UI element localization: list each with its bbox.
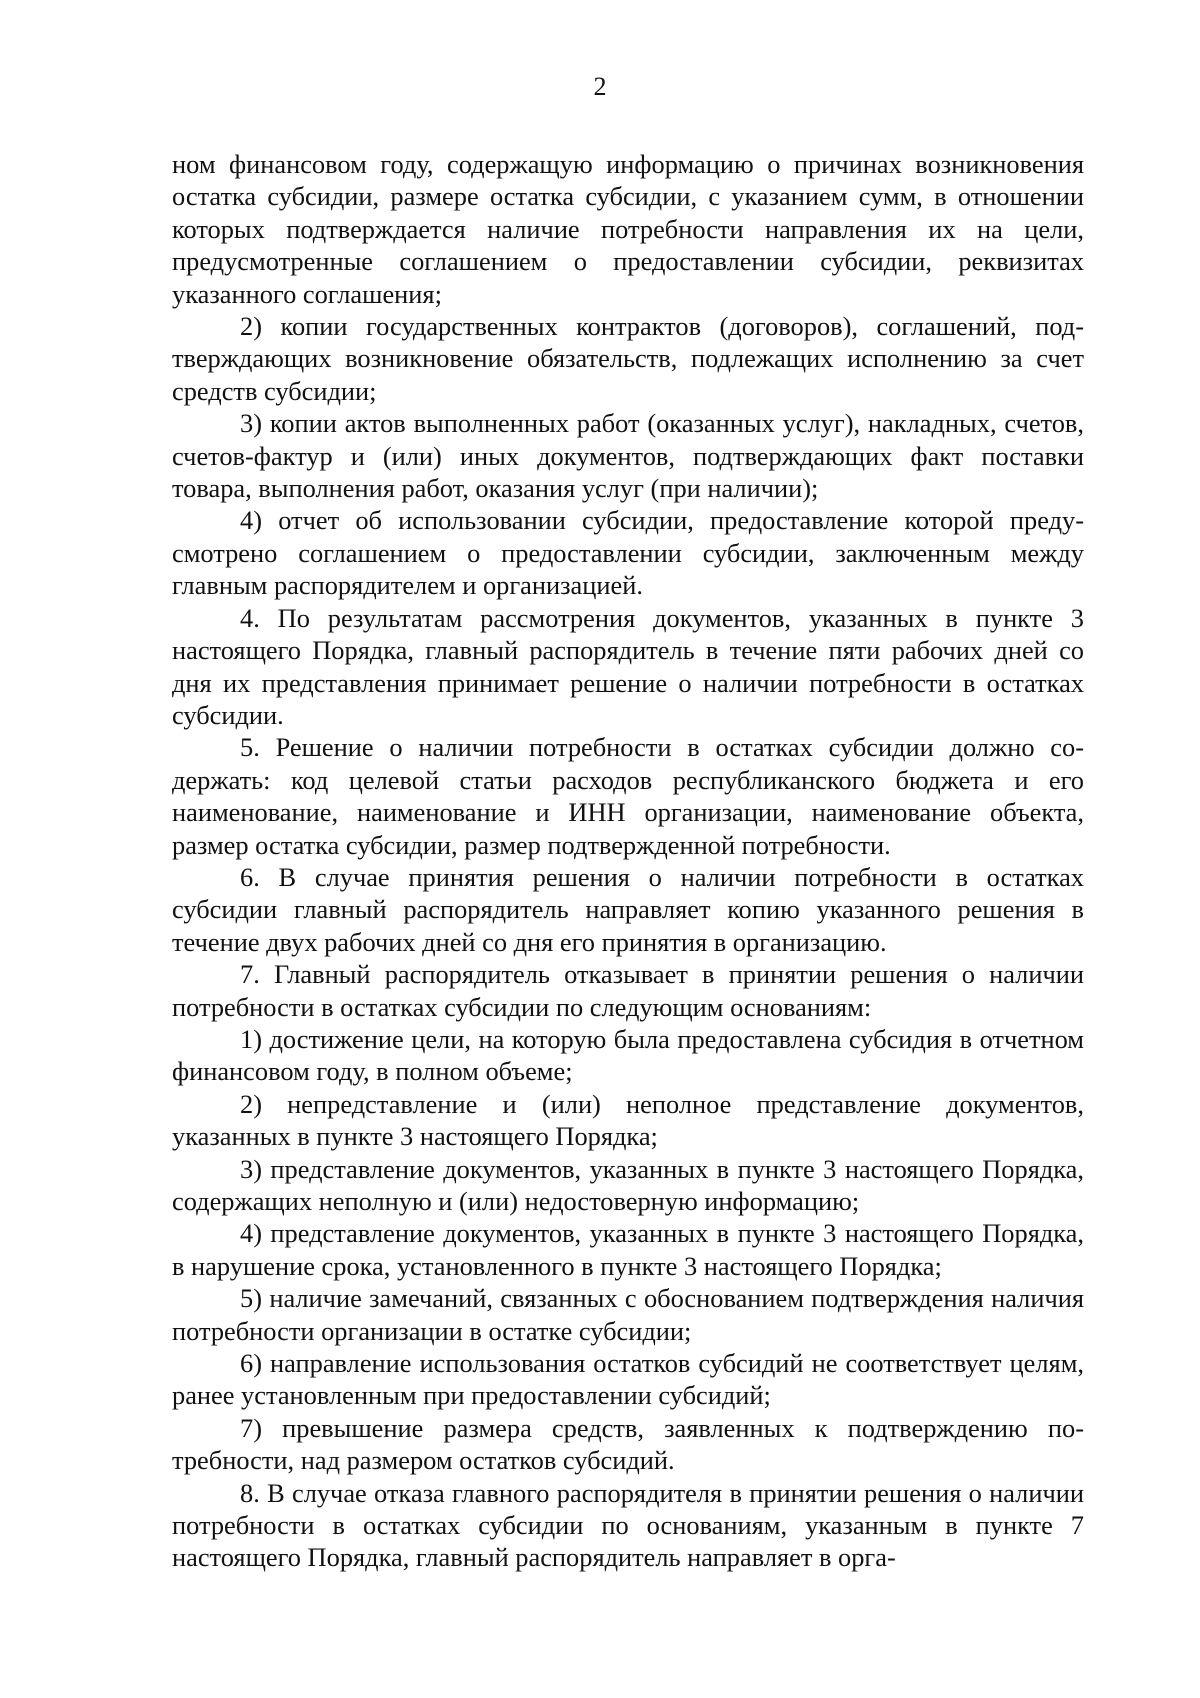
paragraph-clause-4: 4. По результатам рассмотрения документов, указанных в пункте 3 настоящего Порядка, главный распорядитель в течение пяти рабочих дней со дня их представления принимает решение о наличии потребности в остатках субсидии.: [172, 602, 1084, 730]
paragraph-ground-6: 6) направление использования остатков субсидий не соответствует целям, ранее установленным при предоставлении субсидий;: [172, 1348, 1084, 1411]
paragraph-item-4-report: 4) отчет об использовании субсидии, предоставление которой предусмотрено соглашением о предоставлении субсидии, заключенным между главным распорядителем и организацией.: [172, 505, 1084, 601]
paragraph-clause-5: 5. Решение о наличии потребности в остатках субсидии должно содержать: код целевой статьи расходов республиканского бюджета и его наименование, наименование и ИНН организации, наименование объекта, размер остатка субсидии, размер подтвержденной потребности.: [172, 732, 1084, 860]
paragraph-item-2-contracts: 2) копии государственных контрактов (договоров), соглашений, подтверждающих возникновение обязательств, подлежащих исполнению за счет средств субсидии;: [172, 311, 1084, 406]
paragraph-clause-8: 8. В случае отказа главного распорядителя в принятии решения о наличии потребности в остатках субсидии по основаниям, указанным в пункте 7 настоящего Порядка, главный распорядитель направляет в орга-: [172, 1477, 1084, 1573]
paragraph-ground-7: 7) превышение размера средств, заявленных к подтверждению потребности, над размером остатков субсидий.: [172, 1412, 1084, 1476]
document-body: [172, 148, 1084, 1574]
paragraph-clause-6: 6. В случае принятия решения о наличии потребности в остатках субсидии главный распорядитель направляет копию указанного решения в течение двух рабочих дней со дня его принятия в организацию.: [172, 861, 1084, 957]
page-number: 2: [593, 72, 607, 101]
paragraph-ground-3: 3) представление документов, указанных в пункте 3 настоящего Порядка, содержащих неполную и (или) недостоверную информацию;: [172, 1153, 1084, 1216]
paragraph-ground-5: 5) наличие замечаний, связанных с обоснованием подтверждения наличия потребности организации в остатке субсидии;: [172, 1283, 1084, 1346]
paragraph-continuation: ном финансовом году, содержащую информацию о причинах возникновения остатка субсидии, размере остатка субсидии, с указанием сумм, в отношении которых подтверждается наличие потребности направления их на цели, предусмотренные соглашением о предоставлении субсидии, реквизитах указанного соглашения;: [172, 149, 1084, 309]
paragraph-ground-2: 2) непредставление и (или) неполное представление документов, указанных в пункте 3 настоящего Порядка;: [172, 1088, 1084, 1152]
paragraph-ground-4: 4) представление документов, указанных в пункте 3 настоящего Порядка, в нарушение срока, установленного в пункте 3 настоящего Порядка;: [172, 1218, 1084, 1281]
paragraph-ground-1: 1) достижение цели, на которую была предоставлена субсидия в отчетном финансовом году, в полном объеме;: [172, 1023, 1084, 1087]
paragraph-item-3-acts: 3) копии актов выполненных работ (оказанных услуг), накладных, счетов, счетов-фактур и (или) иных документов, подтверждающих факт поставки товара, выполнения работ, оказания услуг (при наличии);: [172, 408, 1084, 504]
paragraph-clause-7: 7. Главный распорядитель отказывает в принятии решения о наличии потребности в остатках субсидии по следующим основаниям:: [172, 959, 1084, 1022]
